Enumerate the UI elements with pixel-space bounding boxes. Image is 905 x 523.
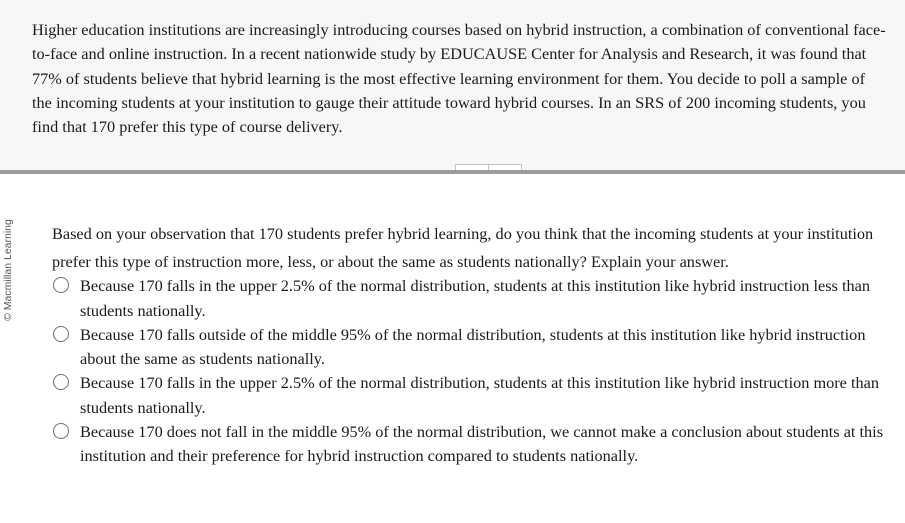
- answer-option-3[interactable]: [52, 371, 892, 420]
- answer-option-1-label: Because 170 falls in the upper 2.5% of the normal distribution, students at this institution like hybrid instruction less than students nationally.: [80, 276, 870, 320]
- answer-option-2[interactable]: [52, 323, 892, 372]
- answer-option-2-label: Because 170 falls outside of the middle 95% of the normal distribution, students at this institution like hybrid instruction about the same as students nationally.: [80, 324, 866, 368]
- answer-options: [52, 274, 892, 468]
- problem-passage: Higher education institutions are increasingly introducing courses based on hybrid instruction, a combination of conventional face-to-face and online instruction. In a recent nationwide study by EDUCAUSE Center for Analysis and Research, it was found that 77% of students believe that hybrid learning is the most effective learning environment for them. You decide to poll a sample of the incoming students at your institution to gauge their attitude toward hybrid courses. In an SRS of 200 incoming students, you find that 170 prefer this type of course delivery.: [32, 20, 886, 137]
- copyright-text: © Macmillan Learning: [2, 219, 14, 321]
- answer-option-4-label: Because 170 does not fall in the middle 95% of the normal distribution, we cannot make a conclusion about students at this institution and their preference for hybrid instruction compared to students nationally.: [80, 421, 884, 465]
- panel-divider[interactable]: [0, 170, 905, 174]
- answer-option-1[interactable]: [52, 274, 892, 323]
- radio-button-1[interactable]: [53, 277, 69, 293]
- radio-button-2[interactable]: [53, 326, 69, 342]
- answer-option-3-label: Because 170 falls in the upper 2.5% of the normal distribution, students at this institution like hybrid instruction more than students nationally.: [80, 373, 880, 417]
- radio-button-4[interactable]: [53, 423, 69, 439]
- question-prompt: Based on your observation that 170 students prefer hybrid learning, do you think that the incoming students at your institution prefer this type of instruction more, less, or about the same as students nationally? Explain your answer.: [52, 224, 874, 271]
- problem-context-panel: [0, 0, 905, 170]
- radio-button-3[interactable]: [53, 374, 69, 390]
- answer-option-4[interactable]: [52, 420, 892, 469]
